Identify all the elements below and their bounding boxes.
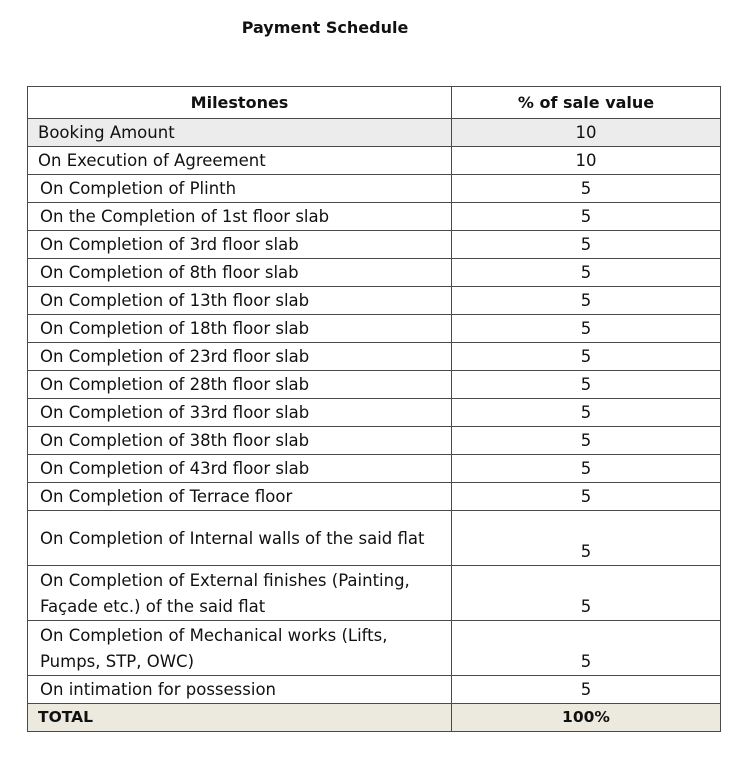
milestone-cell: On Completion of 3rd floor slab [28,231,452,259]
table-row [28,427,721,455]
table-row [28,203,721,231]
percent-cell: 5 [452,511,721,566]
milestone-cell: On intimation for possession [28,676,452,704]
total-row [28,704,721,732]
table-row [28,287,721,315]
milestone-cell: On Completion of 33rd floor slab [28,399,452,427]
page-title: Payment Schedule [241,18,409,37]
table-row [28,175,721,203]
table-row [28,455,721,483]
table-row [28,315,721,343]
table-row [28,399,721,427]
percent-cell: 5 [452,343,721,371]
milestones-header: Milestones [28,87,452,119]
percent-cell: 5 [452,676,721,704]
percent-cell: 5 [452,231,721,259]
milestone-cell: On Completion of External finishes (Painting, Façade etc.) of the said flat [28,566,452,621]
milestone-cell: On Completion of 43rd floor slab [28,455,452,483]
percent-cell: 5 [452,455,721,483]
percent-cell: 5 [452,566,721,621]
percent-cell: 5 [452,175,721,203]
payment-schedule-table [27,86,721,732]
table-row [28,483,721,511]
milestone-cell: On Completion of Mechanical works (Lifts, Pumps, STP, OWC) [28,621,452,676]
percent-cell: 10 [452,147,721,175]
total-value: 100% [452,704,721,732]
milestone-cell: On Completion of 8th floor slab [28,259,452,287]
table-row [28,621,721,676]
percent-cell: 5 [452,259,721,287]
percent-cell: 5 [452,371,721,399]
milestone-cell: On Completion of 18th floor slab [28,315,452,343]
percent-cell: 5 [452,315,721,343]
milestone-cell: On Execution of Agreement [28,147,452,175]
milestone-cell: On the Completion of 1st floor slab [28,203,452,231]
percent-cell: 5 [452,287,721,315]
total-label: TOTAL [28,704,452,732]
percent-cell: 5 [452,427,721,455]
table-row [28,566,721,621]
table-row [28,231,721,259]
milestone-cell: Booking Amount [28,119,452,147]
table-row [28,676,721,704]
table-row [28,343,721,371]
percent-cell: 5 [452,621,721,676]
table-header-row [28,87,721,119]
percent-cell: 5 [452,483,721,511]
milestone-cell: On Completion of 38th floor slab [28,427,452,455]
table-row [28,147,721,175]
milestone-cell: On Completion of Terrace floor [28,483,452,511]
milestone-cell: On Completion of 23rd floor slab [28,343,452,371]
table-row [28,371,721,399]
percent-cell: 5 [452,399,721,427]
percent-cell: 10 [452,119,721,147]
table-row [28,259,721,287]
percent-header: % of sale value [452,87,721,119]
milestone-cell: On Completion of 13th floor slab [28,287,452,315]
milestone-cell: On Completion of Internal walls of the said flat [28,511,452,566]
milestone-cell: On Completion of Plinth [28,175,452,203]
table-row [28,119,721,147]
table-row [28,511,721,566]
percent-cell: 5 [452,203,721,231]
milestone-cell: On Completion of 28th floor slab [28,371,452,399]
